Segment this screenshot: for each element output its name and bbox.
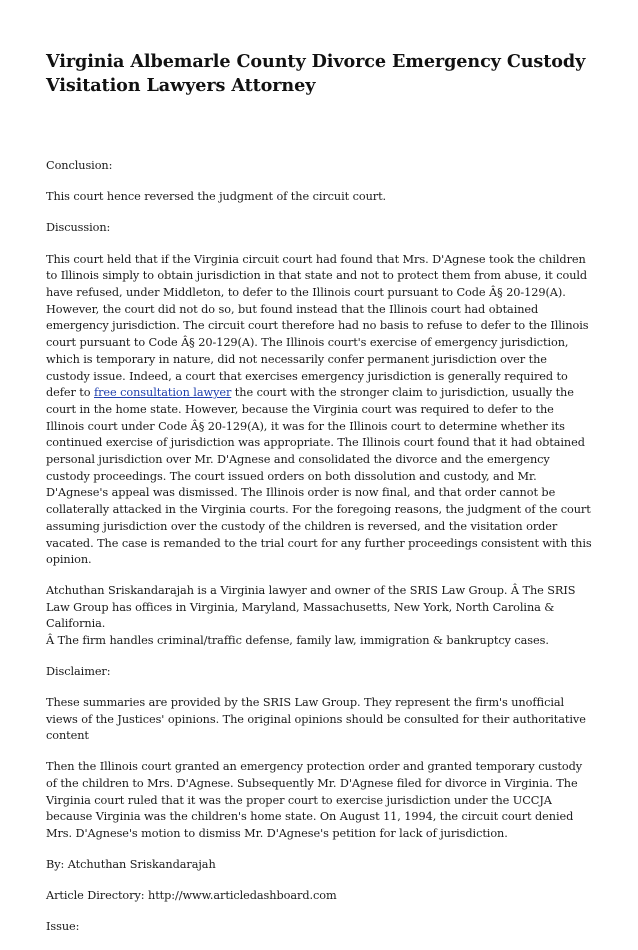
discussion-paragraph	[46, 252, 594, 569]
author-bio-line2: Â The firm handles criminal/traffic defense, family law, immigration & bankruptcy cases.	[46, 634, 549, 648]
byline: By: Atchuthan Sriskandarajah	[46, 857, 216, 871]
disclaimer-label: Disclaimer:	[46, 664, 111, 678]
conclusion-text: This court hence reversed the judgment of the circuit court.	[46, 190, 387, 204]
article-directory: Article Directory: http://www.articledashboard.com	[46, 888, 337, 902]
conclusion-label: Conclusion:	[46, 159, 113, 172]
disclaimer-text: These summaries are provided by the SRIS Law Group. They represent the firm's unofficial views of the Justices' opinions. The original opinions should be consulted for their authoritative content	[46, 695, 586, 743]
discussion-text-after-link: the court with the stronger claim to jurisdiction, usually the court in the home state. However, because the Virginia court was required to defer to the Illinois court under Code Â§ 20-129(A), it was for the Illinois court to determine whether its continued exercise of jurisdiction was appropriate. The Illinois court found that it had obtained personal jurisdiction over Mr. D'Agnese and consolidated the divorce and the emergency custody proceedings. The court issued orders on both dissolution and custody, and Mr. D'Agnese's appeal was dismissed. The Illinois order is now final, and that order cannot be collaterally attacked in the Virginia courts. For the foregoing reasons, the judgment of the court assuming jurisdiction over the custody of the children is reversed, and the visitation order vacated. The case is remanded to the trial court for any further proceedings consistent with this opinion.	[46, 386, 592, 567]
page-title: Virginia Albemarle County Divorce Emergency Custody Visitation Lawyers Attorney	[46, 51, 586, 96]
document-page	[46, 50, 594, 950]
issue-label: Issue:	[46, 920, 80, 934]
facts-paragraph: Then the Illinois court granted an emergency protection order and granted temporary custody of the children to Mrs. D'Agnese. Subsequently Mr. D'Agnese filed for divorce in Virginia. The Virginia court ruled that it was the proper court to exercise jurisdiction under the UCCJA because Virginia was the children's home state. On August 11, 1994, the circuit court denied Mrs. D'Agnese's motion to dismiss Mr. D'Agnese's petition for lack of jurisdiction.	[46, 760, 583, 840]
title-spacer	[46, 98, 594, 158]
free-consultation-lawyer-link[interactable]: free consultation lawyer	[94, 386, 232, 400]
discussion-text-before-link: This court held that if the Virginia circuit court had found that Mrs. D'Agnese took the children to Illinois simply to obtain jurisdiction in that state and not to protect them from abuse, it could have refused, under Middleton, to defer to the Illinois court pursuant to Code Â§ 20-129(A). However, the court did not do so, but found instead that the Illinois court had obtained emergency jurisdiction. The circuit court therefore had no basis to refuse to defer to the Illinois court pursuant to Code Â§ 20-129(A). The Illinois court's exercise of emergency jurisdiction, which is temporary in nature, did not necessarily confer permanent jurisdiction over the custody issue. Indeed, a court that exercises emergency jurisdiction is generally required to defer to	[46, 252, 589, 400]
author-bio-line1: Atchuthan Sriskandarajah is a Virginia lawyer and owner of the SRIS Law Group. Â The SRIS Law Group has offices in Virginia, Maryland, Massachusetts, New York, North Carolina & California.	[46, 583, 576, 631]
author-bio-paragraph	[46, 583, 594, 650]
discussion-label: Discussion:	[46, 221, 111, 235]
